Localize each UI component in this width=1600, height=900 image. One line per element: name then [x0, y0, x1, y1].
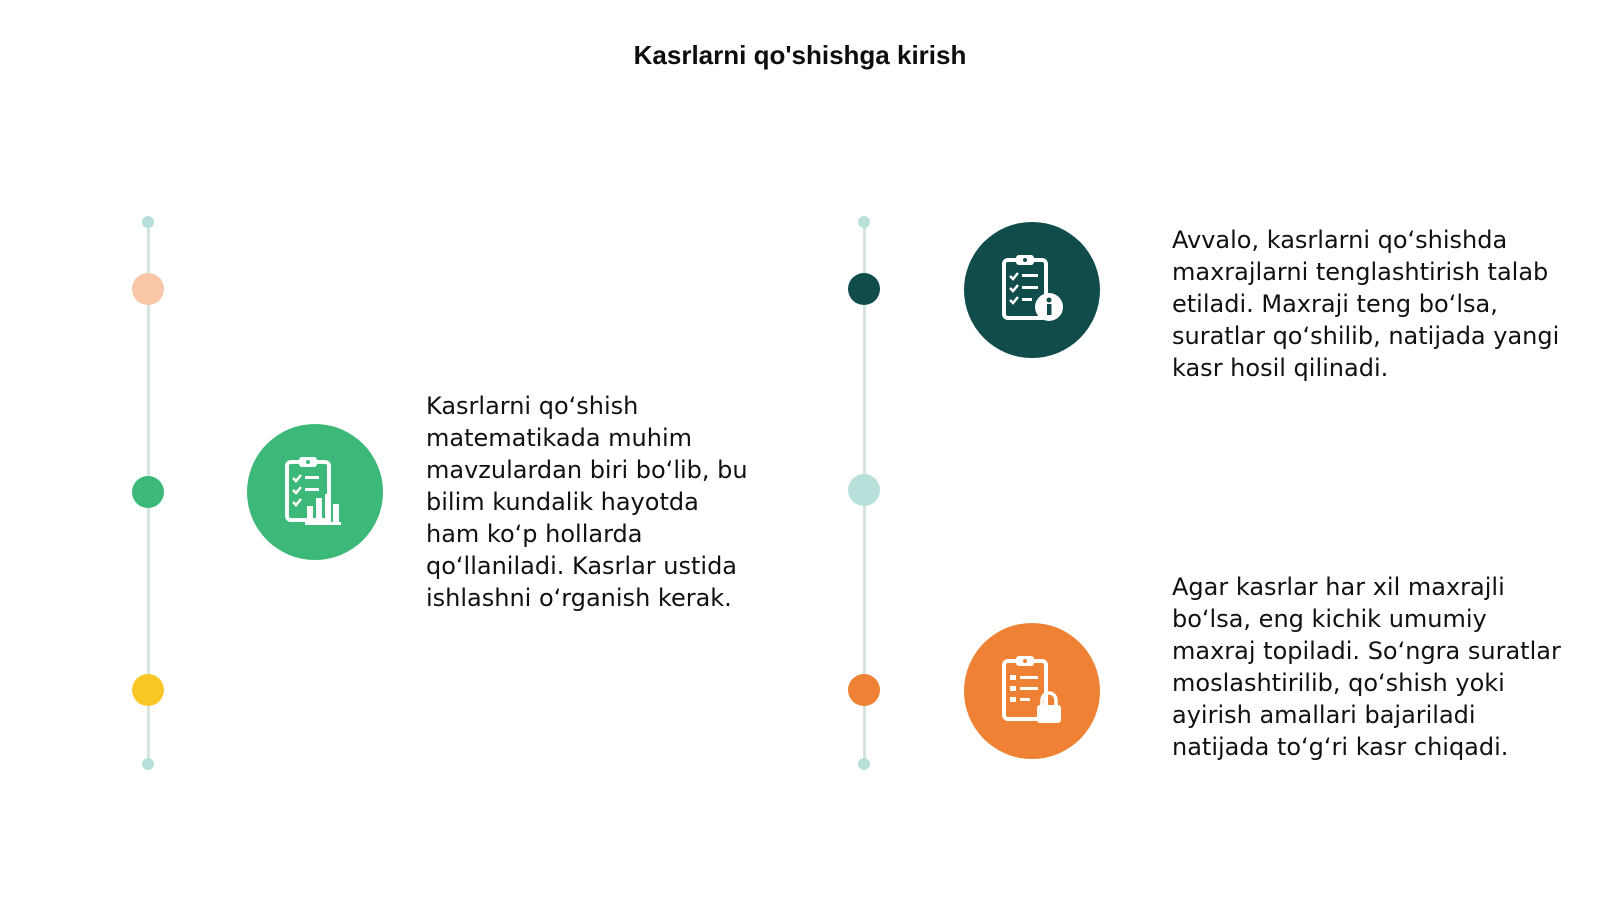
- timeline-end-dot: [142, 216, 154, 228]
- page-title: Kasrlarni qo'shishga kirish: [633, 40, 967, 70]
- timeline-end-dot: [142, 758, 154, 770]
- clipboard-info-icon: [992, 250, 1072, 330]
- timeline-dot-dark-teal: [848, 273, 880, 305]
- timeline-dot-green: [132, 476, 164, 508]
- clipboard-chart-icon: [275, 452, 355, 532]
- icon-badge-dark-teal: [964, 222, 1100, 358]
- timeline-dot-light-teal: [848, 474, 880, 506]
- item-text-3: Agar kasrlar har xil maxrajli bo‘lsa, eng kichik umumiy maxraj topiladi. So‘ngra suratlar moslashtirilib, qo‘shish yoki ayirish amallari bajariladi natijada to‘g‘ri kasr chiqadi.: [1172, 573, 1561, 761]
- timeline-dot-yellow: [132, 674, 164, 706]
- icon-badge-green: [247, 424, 383, 560]
- timeline-dot-orange: [848, 674, 880, 706]
- icon-badge-orange: [964, 623, 1100, 759]
- timeline-dot-peach: [132, 273, 164, 305]
- timeline-end-dot: [858, 216, 870, 228]
- clipboard-lock-icon: [992, 651, 1072, 731]
- timeline-end-dot: [858, 758, 870, 770]
- item-text-1: Kasrlarni qo‘shish matematikada muhim mavzulardan biri bo‘lib, bu bilim kundalik hayotda ham ko‘p hollarda qo‘llaniladi. Kasrlar ustida ishlashni o‘rganish kerak.: [426, 392, 748, 612]
- item-text-2: Avvalo, kasrlarni qo‘shishda maxrajlarni tenglashtirish talab etiladi. Maxraji teng bo‘lsa, suratlar qo‘shilib, natijada yangi kasr hosil qilinadi.: [1172, 226, 1560, 382]
